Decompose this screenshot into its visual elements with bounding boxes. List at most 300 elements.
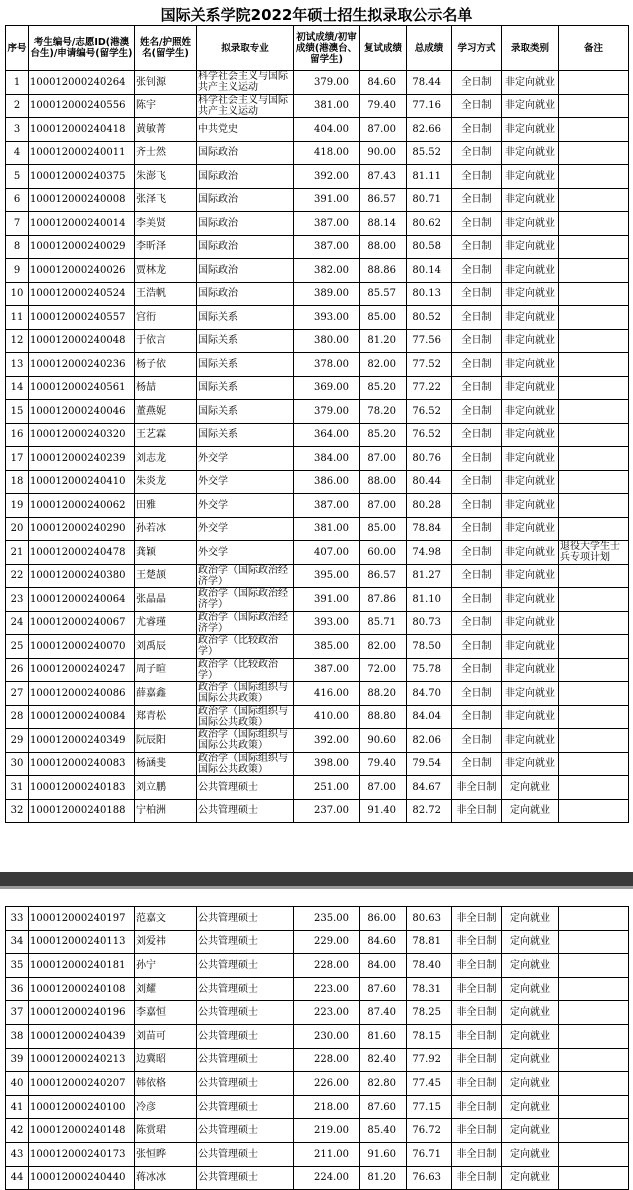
table-row bbox=[6, 1048, 629, 1072]
cell-name: 范嘉文 bbox=[135, 907, 197, 931]
table-row bbox=[6, 564, 629, 588]
cell-retest-score: 87.00 bbox=[360, 776, 407, 800]
cell-total-score: 78.81 bbox=[407, 930, 452, 954]
cell-candidate-id: 100012000240029 bbox=[29, 235, 135, 259]
table-row bbox=[6, 118, 629, 142]
cell-candidate-id: 100012000240196 bbox=[29, 1001, 135, 1025]
cell-name: 王浩帆 bbox=[135, 282, 197, 306]
cell-remarks bbox=[559, 752, 629, 776]
cell-total-score: 85.52 bbox=[407, 141, 452, 165]
cell-study-mode: 全日制 bbox=[452, 118, 502, 142]
cell-candidate-id: 100012000240181 bbox=[29, 954, 135, 978]
cell-study-mode: 全日制 bbox=[452, 400, 502, 424]
cell-remarks bbox=[559, 470, 629, 494]
cell-major: 政治学（比较政治学） bbox=[197, 635, 294, 659]
table-header-row bbox=[6, 26, 629, 71]
cell-candidate-id: 100012000240264 bbox=[29, 71, 135, 95]
cell-initial-score: 251.00 bbox=[294, 776, 360, 800]
cell-major: 政治学（国际组织与国际公共政策） bbox=[197, 705, 294, 729]
cell-index: 22 bbox=[6, 564, 29, 588]
cell-major: 政治学（国际政治经济学） bbox=[197, 611, 294, 635]
cell-remarks bbox=[559, 954, 629, 978]
cell-total-score: 80.73 bbox=[407, 611, 452, 635]
cell-name: 齐士然 bbox=[135, 141, 197, 165]
cell-total-score: 84.04 bbox=[407, 705, 452, 729]
cell-candidate-id: 100012000240197 bbox=[29, 907, 135, 931]
cell-total-score: 80.52 bbox=[407, 306, 452, 330]
table-row bbox=[6, 907, 629, 931]
cell-candidate-id: 100012000240108 bbox=[29, 977, 135, 1001]
cell-major: 公共管理硕士 bbox=[197, 1095, 294, 1119]
cell-name: 王楚颉 bbox=[135, 564, 197, 588]
cell-initial-score: 387.00 bbox=[294, 212, 360, 236]
cell-study-mode: 全日制 bbox=[452, 235, 502, 259]
cell-category: 非定向就业 bbox=[502, 588, 559, 612]
cell-name: 董燕妮 bbox=[135, 400, 197, 424]
cell-retest-score: 85.20 bbox=[360, 376, 407, 400]
cell-index: 3 bbox=[6, 118, 29, 142]
cell-candidate-id: 100012000240026 bbox=[29, 259, 135, 283]
cell-category: 非定向就业 bbox=[502, 353, 559, 377]
table-row bbox=[6, 447, 629, 471]
cell-study-mode: 非全日制 bbox=[452, 907, 502, 931]
cell-remarks bbox=[559, 776, 629, 800]
cell-total-score: 76.63 bbox=[407, 1166, 452, 1190]
cell-retest-score: 90.60 bbox=[360, 729, 407, 753]
cell-remarks: 退役大学生士兵专项计划 bbox=[559, 541, 629, 565]
cell-major: 公共管理硕士 bbox=[197, 1142, 294, 1166]
cell-major: 国际政治 bbox=[197, 212, 294, 236]
table-row bbox=[6, 1001, 629, 1025]
cell-major: 科学社会主义与国际共产主义运动 bbox=[197, 94, 294, 118]
cell-name: 黄敏菁 bbox=[135, 118, 197, 142]
cell-candidate-id: 100012000240048 bbox=[29, 329, 135, 353]
cell-major: 外交学 bbox=[197, 541, 294, 565]
cell-category: 定向就业 bbox=[502, 1095, 559, 1119]
cell-category: 定向就业 bbox=[502, 1119, 559, 1143]
cell-category: 定向就业 bbox=[502, 1048, 559, 1072]
cell-initial-score: 381.00 bbox=[294, 517, 360, 541]
cell-major: 公共管理硕士 bbox=[197, 1166, 294, 1190]
cell-name: 蒋冰冰 bbox=[135, 1166, 197, 1190]
cell-category: 定向就业 bbox=[502, 1142, 559, 1166]
cell-name: 刘立鹏 bbox=[135, 776, 197, 800]
cell-candidate-id: 100012000240173 bbox=[29, 1142, 135, 1166]
cell-index: 2 bbox=[6, 94, 29, 118]
cell-major: 政治学（国际政治经济学） bbox=[197, 564, 294, 588]
table-row bbox=[6, 141, 629, 165]
cell-study-mode: 全日制 bbox=[452, 494, 502, 518]
cell-candidate-id: 100012000240418 bbox=[29, 118, 135, 142]
cell-name: 阮辰阳 bbox=[135, 729, 197, 753]
cell-study-mode: 非全日制 bbox=[452, 930, 502, 954]
admission-table bbox=[5, 25, 629, 823]
cell-initial-score: 392.00 bbox=[294, 729, 360, 753]
cell-major: 国际关系 bbox=[197, 329, 294, 353]
cell-category: 非定向就业 bbox=[502, 705, 559, 729]
table-row bbox=[6, 494, 629, 518]
cell-study-mode: 非全日制 bbox=[452, 1166, 502, 1190]
table-row bbox=[6, 470, 629, 494]
cell-retest-score: 85.71 bbox=[360, 611, 407, 635]
cell-category: 非定向就业 bbox=[502, 329, 559, 353]
cell-total-score: 77.22 bbox=[407, 376, 452, 400]
cell-name: 冷彦 bbox=[135, 1095, 197, 1119]
cell-category: 定向就业 bbox=[502, 799, 559, 823]
table-row bbox=[6, 977, 629, 1001]
cell-total-score: 78.40 bbox=[407, 954, 452, 978]
cell-major: 政治学（国际组织与国际公共政策） bbox=[197, 682, 294, 706]
cell-retest-score: 87.00 bbox=[360, 447, 407, 471]
cell-retest-score: 86.00 bbox=[360, 907, 407, 931]
cell-candidate-id: 100012000240062 bbox=[29, 494, 135, 518]
cell-candidate-id: 100012000240083 bbox=[29, 752, 135, 776]
cell-total-score: 82.06 bbox=[407, 729, 452, 753]
cell-category: 非定向就业 bbox=[502, 235, 559, 259]
cell-retest-score: 88.86 bbox=[360, 259, 407, 283]
cell-remarks bbox=[559, 1095, 629, 1119]
cell-index: 19 bbox=[6, 494, 29, 518]
table-row bbox=[6, 1142, 629, 1166]
cell-name: 张晶晶 bbox=[135, 588, 197, 612]
table-row bbox=[6, 1072, 629, 1096]
cell-study-mode: 非全日制 bbox=[452, 1001, 502, 1025]
table-row bbox=[6, 71, 629, 95]
cell-candidate-id: 100012000240320 bbox=[29, 423, 135, 447]
cell-remarks bbox=[559, 799, 629, 823]
cell-remarks bbox=[559, 118, 629, 142]
cell-category: 非定向就业 bbox=[502, 517, 559, 541]
cell-name: 张恒晔 bbox=[135, 1142, 197, 1166]
cell-initial-score: 392.00 bbox=[294, 165, 360, 189]
cell-candidate-id: 100012000240046 bbox=[29, 400, 135, 424]
cell-index: 8 bbox=[6, 235, 29, 259]
cell-initial-score: 378.00 bbox=[294, 353, 360, 377]
cell-initial-score: 364.00 bbox=[294, 423, 360, 447]
cell-category: 非定向就业 bbox=[502, 306, 559, 330]
cell-retest-score: 84.60 bbox=[360, 930, 407, 954]
cell-name: 田雅 bbox=[135, 494, 197, 518]
cell-category: 非定向就业 bbox=[502, 376, 559, 400]
cell-name: 宫衎 bbox=[135, 306, 197, 330]
table-row bbox=[6, 1095, 629, 1119]
cell-retest-score: 85.40 bbox=[360, 1119, 407, 1143]
cell-study-mode: 全日制 bbox=[452, 611, 502, 635]
cell-retest-score: 81.20 bbox=[360, 1166, 407, 1190]
cell-index: 41 bbox=[6, 1095, 29, 1119]
cell-name: 边冀昭 bbox=[135, 1048, 197, 1072]
cell-initial-score: 393.00 bbox=[294, 306, 360, 330]
cell-total-score: 75.78 bbox=[407, 658, 452, 682]
cell-initial-score: 404.00 bbox=[294, 118, 360, 142]
cell-remarks bbox=[559, 1142, 629, 1166]
cell-candidate-id: 100012000240478 bbox=[29, 541, 135, 565]
cell-initial-score: 223.00 bbox=[294, 1001, 360, 1025]
cell-retest-score: 88.00 bbox=[360, 235, 407, 259]
cell-study-mode: 全日制 bbox=[452, 188, 502, 212]
cell-initial-score: 391.00 bbox=[294, 188, 360, 212]
cell-initial-score: 380.00 bbox=[294, 329, 360, 353]
cell-category: 非定向就业 bbox=[502, 188, 559, 212]
cell-initial-score: 382.00 bbox=[294, 259, 360, 283]
cell-major: 政治学（国际组织与国际公共政策） bbox=[197, 752, 294, 776]
cell-total-score: 76.72 bbox=[407, 1119, 452, 1143]
cell-initial-score: 416.00 bbox=[294, 682, 360, 706]
cell-name: 孙若冰 bbox=[135, 517, 197, 541]
cell-category: 定向就业 bbox=[502, 776, 559, 800]
cell-remarks bbox=[559, 71, 629, 95]
cell-name: 陈赏珺 bbox=[135, 1119, 197, 1143]
cell-retest-score: 78.20 bbox=[360, 400, 407, 424]
cell-study-mode: 非全日制 bbox=[452, 1095, 502, 1119]
cell-category: 非定向就业 bbox=[502, 564, 559, 588]
cell-retest-score: 82.40 bbox=[360, 1048, 407, 1072]
cell-index: 40 bbox=[6, 1072, 29, 1096]
cell-name: 刘耀 bbox=[135, 977, 197, 1001]
cell-retest-score: 91.40 bbox=[360, 799, 407, 823]
cell-total-score: 76.71 bbox=[407, 1142, 452, 1166]
cell-major: 外交学 bbox=[197, 494, 294, 518]
cell-index: 14 bbox=[6, 376, 29, 400]
cell-candidate-id: 100012000240207 bbox=[29, 1072, 135, 1096]
cell-total-score: 81.11 bbox=[407, 165, 452, 189]
cell-major: 公共管理硕士 bbox=[197, 907, 294, 931]
cell-category: 非定向就业 bbox=[502, 282, 559, 306]
cell-total-score: 84.70 bbox=[407, 682, 452, 706]
header-total-score: 总成绩 bbox=[407, 26, 452, 71]
cell-major: 公共管理硕士 bbox=[197, 799, 294, 823]
table-row bbox=[6, 1024, 629, 1048]
table-row bbox=[6, 165, 629, 189]
cell-total-score: 78.25 bbox=[407, 1001, 452, 1025]
cell-study-mode: 全日制 bbox=[452, 282, 502, 306]
cell-major: 公共管理硕士 bbox=[197, 1001, 294, 1025]
cell-candidate-id: 100012000240014 bbox=[29, 212, 135, 236]
cell-index: 13 bbox=[6, 353, 29, 377]
cell-remarks bbox=[559, 588, 629, 612]
cell-initial-score: 387.00 bbox=[294, 658, 360, 682]
table-row bbox=[6, 930, 629, 954]
cell-major: 公共管理硕士 bbox=[197, 1048, 294, 1072]
cell-name: 李美贤 bbox=[135, 212, 197, 236]
cell-major: 公共管理硕士 bbox=[197, 776, 294, 800]
cell-index: 12 bbox=[6, 329, 29, 353]
cell-study-mode: 全日制 bbox=[452, 517, 502, 541]
cell-category: 定向就业 bbox=[502, 1072, 559, 1096]
cell-initial-score: 226.00 bbox=[294, 1072, 360, 1096]
cell-major: 国际政治 bbox=[197, 235, 294, 259]
cell-retest-score: 85.00 bbox=[360, 306, 407, 330]
cell-total-score: 79.54 bbox=[407, 752, 452, 776]
cell-candidate-id: 100012000240064 bbox=[29, 588, 135, 612]
cell-retest-score: 72.00 bbox=[360, 658, 407, 682]
cell-name: 薛嘉鑫 bbox=[135, 682, 197, 706]
cell-retest-score: 82.80 bbox=[360, 1072, 407, 1096]
cell-major: 外交学 bbox=[197, 517, 294, 541]
cell-retest-score: 86.57 bbox=[360, 564, 407, 588]
cell-remarks bbox=[559, 423, 629, 447]
cell-name: 郑青松 bbox=[135, 705, 197, 729]
cell-retest-score: 82.00 bbox=[360, 353, 407, 377]
cell-name: 张钊源 bbox=[135, 71, 197, 95]
cell-category: 非定向就业 bbox=[502, 259, 559, 283]
table-row bbox=[6, 729, 629, 753]
header-initial-score: 初试成绩/初审成绩(港澳台、留学生) bbox=[294, 26, 360, 71]
cell-remarks bbox=[559, 259, 629, 283]
table-row bbox=[6, 705, 629, 729]
cell-name: 刘爱祎 bbox=[135, 930, 197, 954]
cell-study-mode: 全日制 bbox=[452, 71, 502, 95]
cell-study-mode: 全日制 bbox=[452, 329, 502, 353]
cell-name: 陈宇 bbox=[135, 94, 197, 118]
cell-remarks bbox=[559, 635, 629, 659]
cell-candidate-id: 100012000240290 bbox=[29, 517, 135, 541]
cell-name: 王艺霖 bbox=[135, 423, 197, 447]
admission-table-continued bbox=[5, 906, 629, 1190]
table-row bbox=[6, 799, 629, 823]
cell-name: 杨喆 bbox=[135, 376, 197, 400]
cell-major: 公共管理硕士 bbox=[197, 977, 294, 1001]
cell-major: 公共管理硕士 bbox=[197, 954, 294, 978]
cell-index: 10 bbox=[6, 282, 29, 306]
cell-retest-score: 84.00 bbox=[360, 954, 407, 978]
cell-initial-score: 218.00 bbox=[294, 1095, 360, 1119]
cell-index: 16 bbox=[6, 423, 29, 447]
cell-retest-score: 82.00 bbox=[360, 635, 407, 659]
cell-index: 33 bbox=[6, 907, 29, 931]
cell-initial-score: 379.00 bbox=[294, 71, 360, 95]
cell-study-mode: 全日制 bbox=[452, 423, 502, 447]
cell-category: 非定向就业 bbox=[502, 212, 559, 236]
table-row bbox=[6, 423, 629, 447]
cell-category: 非定向就业 bbox=[502, 423, 559, 447]
cell-study-mode: 全日制 bbox=[452, 658, 502, 682]
cell-index: 35 bbox=[6, 954, 29, 978]
table-row bbox=[6, 235, 629, 259]
cell-remarks bbox=[559, 658, 629, 682]
cell-retest-score: 87.40 bbox=[360, 1001, 407, 1025]
cell-study-mode: 全日制 bbox=[452, 705, 502, 729]
cell-initial-score: 387.00 bbox=[294, 235, 360, 259]
cell-category: 非定向就业 bbox=[502, 118, 559, 142]
cell-major: 政治学（国际政治经济学） bbox=[197, 588, 294, 612]
cell-name: 朱澎飞 bbox=[135, 165, 197, 189]
cell-index: 15 bbox=[6, 400, 29, 424]
cell-name: 李嘉恒 bbox=[135, 1001, 197, 1025]
cell-remarks bbox=[559, 907, 629, 931]
cell-index: 28 bbox=[6, 705, 29, 729]
cell-candidate-id: 100012000240561 bbox=[29, 376, 135, 400]
cell-remarks bbox=[559, 611, 629, 635]
cell-category: 定向就业 bbox=[502, 930, 559, 954]
cell-index: 37 bbox=[6, 1001, 29, 1025]
cell-total-score: 80.63 bbox=[407, 907, 452, 931]
cell-index: 31 bbox=[6, 776, 29, 800]
cell-remarks bbox=[559, 517, 629, 541]
table-row bbox=[6, 400, 629, 424]
cell-total-score: 77.52 bbox=[407, 353, 452, 377]
cell-retest-score: 85.00 bbox=[360, 517, 407, 541]
cell-remarks bbox=[559, 306, 629, 330]
cell-study-mode: 全日制 bbox=[452, 212, 502, 236]
cell-category: 非定向就业 bbox=[502, 658, 559, 682]
cell-index: 30 bbox=[6, 752, 29, 776]
cell-initial-score: 228.00 bbox=[294, 1048, 360, 1072]
cell-major: 国际关系 bbox=[197, 423, 294, 447]
table-row bbox=[6, 517, 629, 541]
cell-candidate-id: 100012000240556 bbox=[29, 94, 135, 118]
table-row bbox=[6, 306, 629, 330]
cell-retest-score: 87.86 bbox=[360, 588, 407, 612]
cell-study-mode: 全日制 bbox=[452, 165, 502, 189]
cell-study-mode: 全日制 bbox=[452, 541, 502, 565]
cell-major: 公共管理硕士 bbox=[197, 1024, 294, 1048]
cell-category: 非定向就业 bbox=[502, 752, 559, 776]
cell-study-mode: 全日制 bbox=[452, 682, 502, 706]
cell-retest-score: 88.20 bbox=[360, 682, 407, 706]
cell-candidate-id: 100012000240067 bbox=[29, 611, 135, 635]
cell-total-score: 74.98 bbox=[407, 541, 452, 565]
cell-total-score: 80.28 bbox=[407, 494, 452, 518]
cell-candidate-id: 100012000240011 bbox=[29, 141, 135, 165]
cell-name: 张泽飞 bbox=[135, 188, 197, 212]
table-row bbox=[6, 954, 629, 978]
page-break-bar bbox=[0, 872, 633, 886]
cell-candidate-id: 100012000240524 bbox=[29, 282, 135, 306]
cell-initial-score: 228.00 bbox=[294, 954, 360, 978]
cell-index: 39 bbox=[6, 1048, 29, 1072]
cell-name: 朱炎龙 bbox=[135, 470, 197, 494]
cell-initial-score: 391.00 bbox=[294, 588, 360, 612]
cell-index: 23 bbox=[6, 588, 29, 612]
cell-study-mode: 全日制 bbox=[452, 729, 502, 753]
cell-retest-score: 84.60 bbox=[360, 71, 407, 95]
cell-major: 外交学 bbox=[197, 470, 294, 494]
cell-major: 公共管理硕士 bbox=[197, 1072, 294, 1096]
cell-initial-score: 235.00 bbox=[294, 907, 360, 931]
cell-index: 34 bbox=[6, 930, 29, 954]
cell-initial-score: 387.00 bbox=[294, 494, 360, 518]
cell-initial-score: 398.00 bbox=[294, 752, 360, 776]
cell-index: 44 bbox=[6, 1166, 29, 1190]
table-row bbox=[6, 353, 629, 377]
cell-major: 国际关系 bbox=[197, 376, 294, 400]
cell-major: 国际关系 bbox=[197, 353, 294, 377]
table-row bbox=[6, 682, 629, 706]
cell-total-score: 80.71 bbox=[407, 188, 452, 212]
cell-category: 定向就业 bbox=[502, 1024, 559, 1048]
cell-total-score: 78.50 bbox=[407, 635, 452, 659]
table-row bbox=[6, 376, 629, 400]
cell-category: 定向就业 bbox=[502, 977, 559, 1001]
cell-index: 20 bbox=[6, 517, 29, 541]
cell-category: 非定向就业 bbox=[502, 635, 559, 659]
cell-name: 韩依格 bbox=[135, 1072, 197, 1096]
cell-major: 国际政治 bbox=[197, 282, 294, 306]
cell-initial-score: 384.00 bbox=[294, 447, 360, 471]
cell-initial-score: 369.00 bbox=[294, 376, 360, 400]
cell-total-score: 76.52 bbox=[407, 423, 452, 447]
cell-total-score: 78.44 bbox=[407, 71, 452, 95]
cell-retest-score: 85.20 bbox=[360, 423, 407, 447]
cell-total-score: 80.14 bbox=[407, 259, 452, 283]
cell-initial-score: 223.00 bbox=[294, 977, 360, 1001]
cell-index: 7 bbox=[6, 212, 29, 236]
cell-retest-score: 88.14 bbox=[360, 212, 407, 236]
table-row bbox=[6, 212, 629, 236]
cell-retest-score: 87.00 bbox=[360, 494, 407, 518]
cell-retest-score: 86.57 bbox=[360, 188, 407, 212]
